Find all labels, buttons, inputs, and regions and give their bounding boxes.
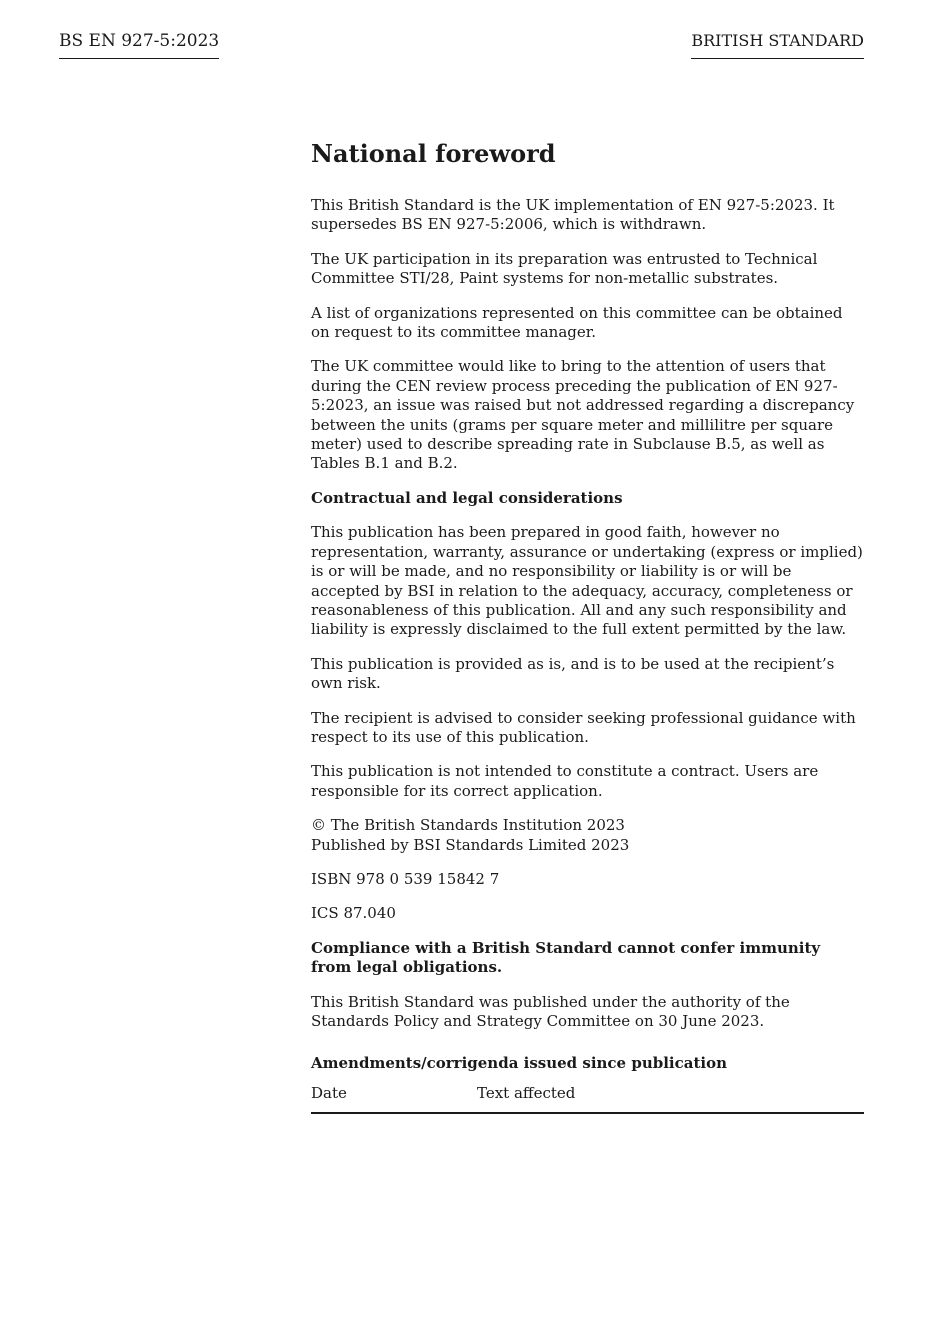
paragraph-contract: This publication is not intended to constitute a contract. Users are responsible for its correct application.: [311, 762, 819, 800]
paragraph-guidance: The recipient is advised to consider seeking professional guidance with respect to its use of this publication.: [311, 708, 856, 746]
page-title: National foreword: [311, 139, 556, 168]
compliance-statement: Compliance with a British Standard cannot confer immunity from legal obligations.: [311, 938, 821, 977]
paragraph-participation: The UK participation in its preparation was entrusted to Technical Committee STI/28, Paint systems for non-metallic substrates.: [311, 249, 818, 288]
amendments-table: [311, 1083, 864, 1114]
copyright-block: [311, 816, 864, 855]
amendments-col-date: Date: [311, 1083, 347, 1102]
paragraph-risk: This publication is provided as is, and is to be used at the recipient’s own risk.: [311, 654, 835, 693]
header-doc-type: BRITISH STANDARD: [691, 30, 864, 59]
paragraph-organizations: A list of organizations represented on this committee can be obtained on request to its committee manager.: [311, 303, 843, 342]
isbn: ISBN 978 0 539 15842 7: [311, 869, 500, 888]
ics: ICS 87.040: [311, 904, 396, 923]
paragraph-disclaimer: This publication has been prepared in good faith, however no representation, warranty, assurance or undertaking (express or implied) is or will be made, and no responsibility or liability is or will be accepted by BSI in relation to the adequacy, accuracy, completeness or reasonableness of this publication. All and any such responsibility and liability is expressly disclaimed to the full extent permitted by the law.: [311, 523, 863, 639]
main-content: [311, 138, 864, 1114]
paragraph-implementation: This British Standard is the UK implementation of EN 927-5:2023. It supersedes BS EN 927-5:2006, which is withdrawn.: [311, 196, 835, 234]
paragraph-authority: This British Standard was published under the authority of the Standards Policy and Strategy Committee on 30 June 2023.: [311, 992, 790, 1030]
amendments-col-text: Text affected: [477, 1083, 576, 1102]
copyright-line: © The British Standards Institution 2023: [311, 816, 625, 835]
header-doc-id: BS EN 927-5:2023: [59, 30, 219, 59]
contractual-heading: Contractual and legal considerations: [311, 488, 623, 507]
amendments-heading: Amendments/corrigenda issued since publication: [311, 1054, 727, 1073]
publisher-line: Published by BSI Standards Limited 2023: [311, 835, 630, 854]
paragraph-committee-note: The UK committee would like to bring to the attention of users that during the CEN review process preceding the publication of EN 927-5:2023, an issue was raised but not addressed regarding a discrepancy between the units (grams per square meter and millilitre per square meter) used to describe spreading rate in Subclause B.5, as well as Tables B.1 and B.2.: [311, 357, 855, 473]
